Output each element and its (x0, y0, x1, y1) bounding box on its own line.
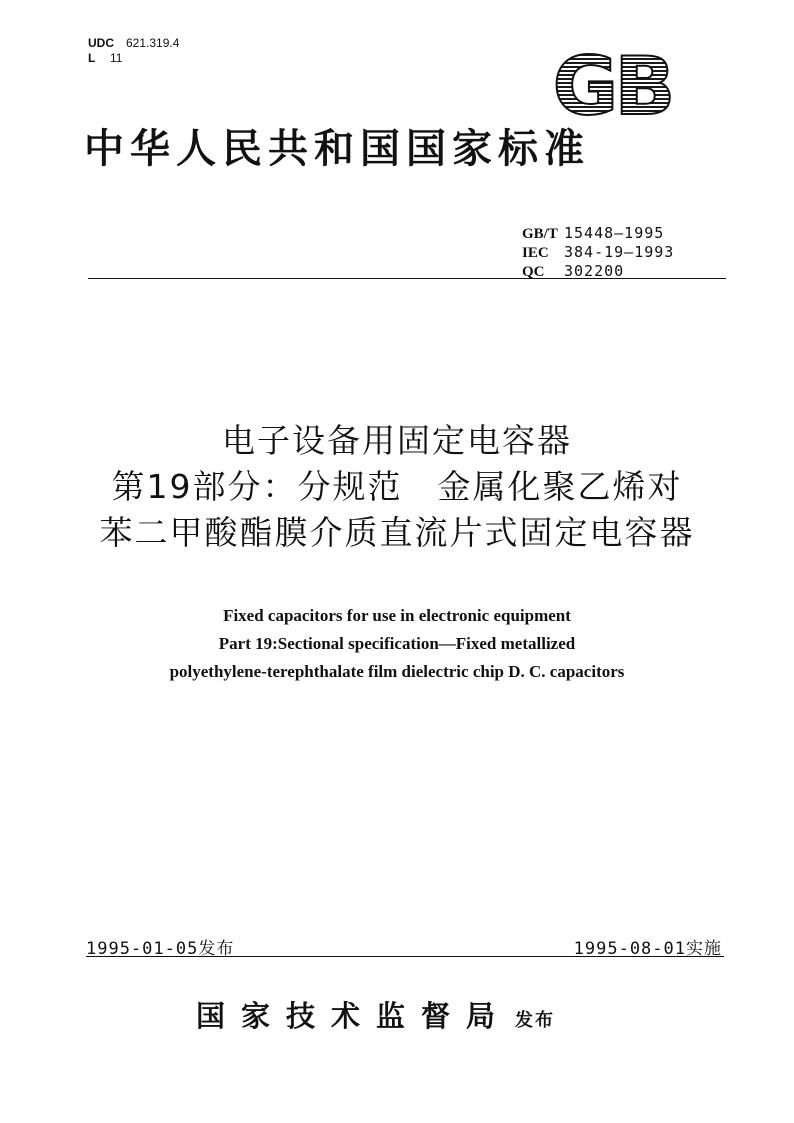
chinese-title-line-2: 第19部分：分规范 金属化聚乙烯对 (111, 467, 683, 506)
chinese-title-line-1: 电子设备用固定电容器 (222, 421, 572, 460)
l-row (88, 51, 179, 66)
udc-value: 621.319.4 (126, 36, 180, 50)
english-title (0, 602, 794, 686)
code-prefix: GB/T (522, 226, 558, 242)
gb-logo-text: GB (552, 46, 672, 120)
code-prefix: QC (522, 264, 545, 280)
l-label: L (88, 51, 96, 65)
classification-block (88, 36, 179, 66)
implementation-date: 1995-08-01实施 (573, 939, 722, 959)
gb-logo (538, 46, 686, 120)
code-prefix: IEC (522, 245, 549, 261)
chinese-title (0, 418, 794, 556)
udc-row (88, 36, 179, 51)
chinese-title-line-3: 苯二甲酸酯膜介质直流片式固定电容器 (99, 513, 695, 552)
udc-label: UDC (88, 36, 114, 50)
english-title-line-2: Part 19:Sectional specification—Fixed metallized (218, 634, 576, 653)
code-row-gbt (522, 224, 674, 243)
english-title-line-3: polyethylene-terephthalate film dielectric chip D. C. capacitors (169, 662, 625, 681)
publisher-organization: 国家技术监督局 (196, 999, 512, 1033)
code-row-iec (522, 243, 674, 262)
publisher (196, 994, 555, 1035)
header-divider (88, 278, 726, 279)
code-value: 15448—1995 (564, 224, 665, 242)
publisher-action: 发布 (515, 1010, 556, 1031)
code-value: 302200 (564, 262, 625, 280)
footer-divider (86, 956, 724, 957)
l-value: 11 (110, 51, 123, 65)
standard-heading: 中华人民共和国国家标准 (84, 125, 590, 172)
standard-codes (522, 224, 674, 281)
issue-date: 1995-01-05发布 (86, 939, 235, 959)
english-title-line-1: Fixed capacitors for use in electronic equipment (223, 606, 571, 625)
code-value: 384-19—1993 (564, 243, 675, 261)
